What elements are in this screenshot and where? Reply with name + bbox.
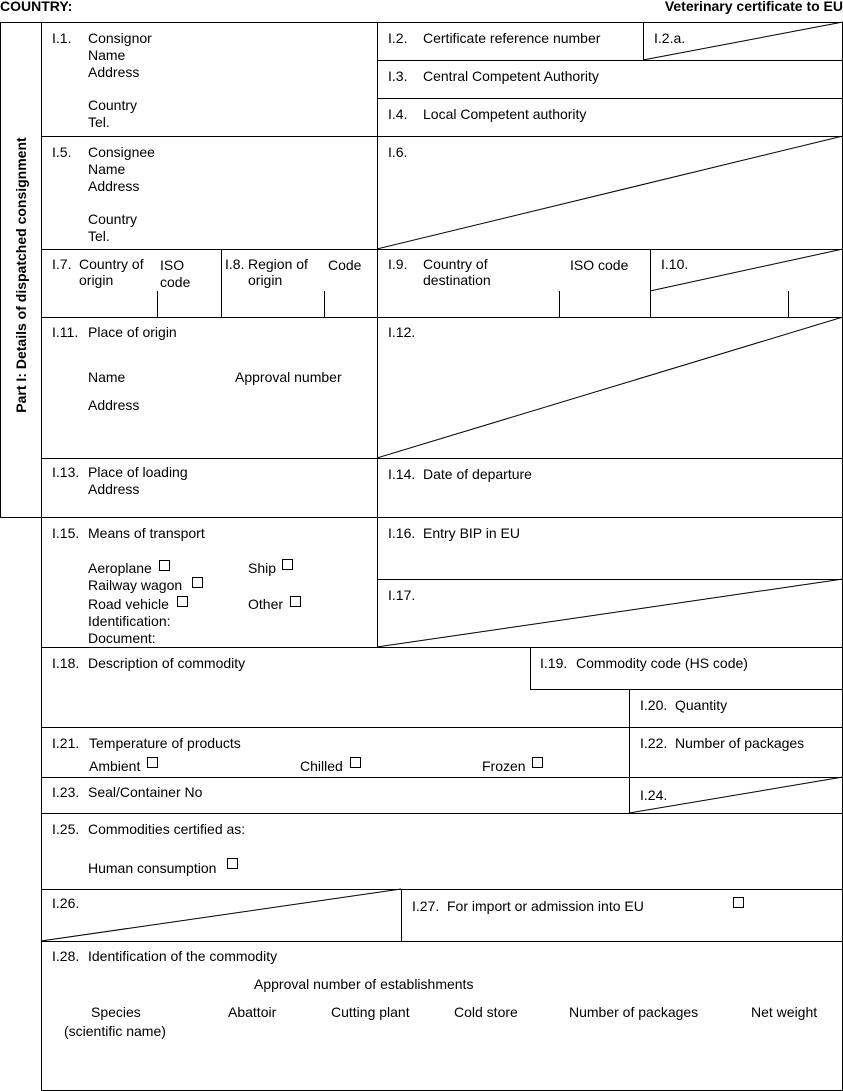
i28-number: I.28. [52,948,80,964]
i5-number: I.5. [52,144,72,160]
ambient-checkbox[interactable] [147,757,158,768]
i28-species-line1: Species [91,1004,141,1020]
i21-title: Temperature of products [89,735,241,751]
i28-net-weight-header: Net weight [751,1004,818,1020]
i28-title: Identification of the commodity [88,948,278,964]
i21-chilled-label: Chilled [300,758,343,774]
i9-title-line1: Country of [423,256,488,272]
i2-number: I.2. [388,30,408,46]
i25-human-consumption-label: Human consumption [88,860,217,876]
aeroplane-checkbox[interactable] [159,560,170,571]
i24-number: I.24. [640,787,668,803]
i23-number: I.23. [52,784,80,800]
ship-checkbox[interactable] [282,559,293,570]
i7-title-line2: origin [79,272,114,288]
i4-title: Local Competent authority [423,106,587,122]
i11-name-label: Name [88,369,126,385]
i18-number: I.18. [52,655,80,671]
i19-number: I.19. [540,655,568,671]
i26-number: I.26. [52,895,80,911]
i7-number: I.7. [52,256,72,272]
human-consumption-checkbox[interactable] [227,858,238,869]
i3-title: Central Competent Authority [423,68,599,84]
i13-address-label: Address [88,481,140,497]
i2a-number: I.2.a. [654,30,686,46]
i15-title: Means of transport [88,525,205,541]
i27-title: For import or admission into EU [447,898,644,914]
i1-tel-label: Tel. [88,114,110,130]
i21-frozen-label: Frozen [482,758,526,774]
i4-number: I.4. [388,106,408,122]
i8-title-line2: origin [248,272,283,288]
i15-identification-label: Identification: [88,613,171,629]
i15-number: I.15. [52,525,80,541]
certificate-title: Veterinary certificate to EU [664,0,843,14]
i8-number: I.8. [225,256,245,272]
i10-number: I.10. [661,256,689,272]
i5-tel-label: Tel. [88,228,110,244]
i9-iso-label: ISO code [570,257,629,273]
frozen-checkbox[interactable] [532,757,543,768]
i16-title: Entry BIP in EU [423,525,521,541]
i28-cold-store-header: Cold store [454,1004,518,1020]
i13-title: Place of loading [88,464,188,480]
i11-title: Place of origin [88,324,177,340]
i23-title: Seal/Container No [88,784,203,800]
i11-approval-label: Approval number [235,369,342,385]
i7-title-line1: Country of [79,256,144,272]
i16-number: I.16. [388,525,416,541]
i11-number: I.11. [52,324,79,340]
i15-other-label: Other [248,596,284,612]
i22-number: I.22. [640,735,668,751]
i1-address-label: Address [88,64,140,80]
i14-number: I.14. [388,466,416,482]
i7-iso-line1: ISO [160,257,185,273]
i20-title: Quantity [675,697,728,713]
i15-railway-label: Railway wagon [88,577,183,593]
i9-title-line2: destination [423,272,491,288]
i15-document-label: Document: [88,630,156,646]
i25-title: Commodities certified as: [88,821,246,837]
i12-number: I.12. [388,324,416,340]
i5-country-label: Country [88,211,138,227]
i2-title: Certificate reference number [423,30,601,46]
i21-number: I.21. [52,735,80,751]
i27-number: I.27. [412,898,440,914]
i22-title: Number of packages [675,735,805,751]
country-label: COUNTRY: [0,0,73,14]
i6-number: I.6. [388,144,408,160]
i20-number: I.20. [640,697,668,713]
i15-ship-label: Ship [248,560,277,576]
import-admission-checkbox[interactable] [733,897,744,908]
i28-number-of-packages-header: Number of packages [569,1004,699,1020]
i5-name-label: Name [88,161,126,177]
i18-title: Description of commodity [88,655,246,671]
i28-abattoir-header: Abattoir [228,1004,277,1020]
i11-address-label: Address [88,397,140,413]
road-vehicle-checkbox[interactable] [177,596,188,607]
chilled-checkbox[interactable] [350,757,361,768]
i3-number: I.3. [388,68,408,84]
other-transport-checkbox[interactable] [290,596,301,607]
i1-country-label: Country [88,97,138,113]
i8-code-label: Code [328,257,362,273]
i5-address-label: Address [88,178,140,194]
i15-road-label: Road vehicle [88,596,169,612]
i25-number: I.25. [52,821,80,837]
i17-number: I.17. [388,587,416,603]
i19-title: Commodity code (HS code) [576,655,748,671]
i7-iso-line2: code [160,274,191,290]
i14-title: Date of departure [423,466,532,482]
i15-aeroplane-label: Aeroplane [88,560,152,576]
i28-species-line2: (scientific name) [64,1023,166,1039]
i1-title: Consignor [88,30,152,46]
part-one-side-label: Part I: Details of dispatched consignment [13,137,29,413]
i28-approval-header: Approval number of establishments [254,976,474,992]
i21-ambient-label: Ambient [89,758,141,774]
i8-title-line1: Region of [248,256,308,272]
i1-name-label: Name [88,47,126,63]
i13-number: I.13. [52,464,80,480]
i1-number: I.1. [52,30,72,46]
i5-title: Consignee [88,144,155,160]
i9-number: I.9. [388,256,408,272]
railway-wagon-checkbox[interactable] [192,577,203,588]
i28-cutting-plant-header: Cutting plant [331,1004,410,1020]
